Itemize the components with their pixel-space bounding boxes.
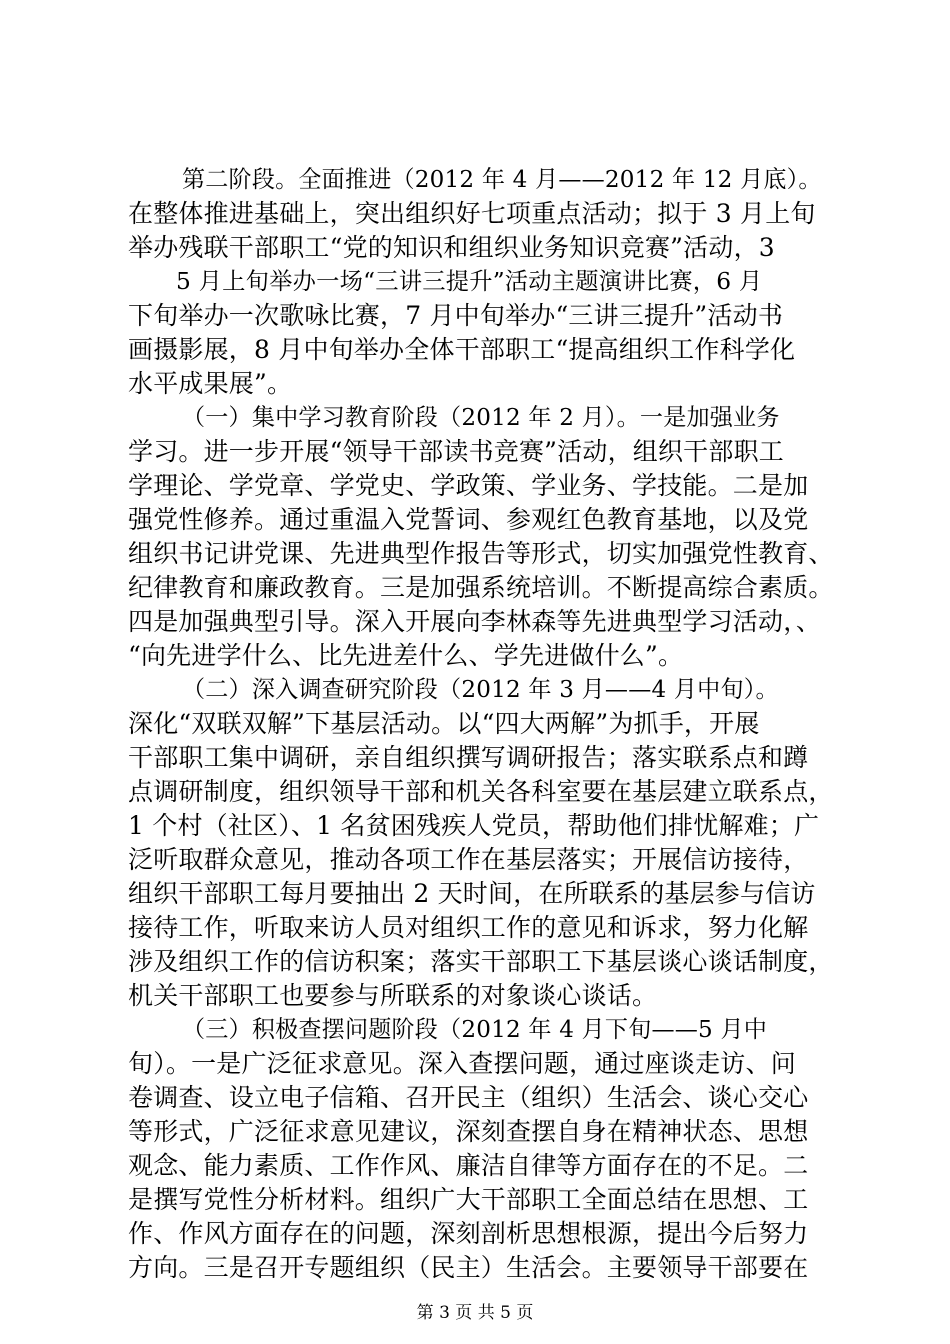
text-line: 强党性修养。通过重温入党誓词、参观红色教育基地，以及党 xyxy=(128,505,809,534)
text-line: 方向。三是召开专题组织（民主）生活会。主要领导干部要在 xyxy=(128,1253,809,1282)
text-line: 干部职工集中调研，亲自组织撰写调研报告；落实联系点和蹲 xyxy=(128,743,809,772)
text-line: 泛听取群众意见，推动各项工作在基层落实；开展信访接待， xyxy=(128,845,809,874)
text-line: 作、作风方面存在的问题，深刻剖析思想根源，提出今后努力 xyxy=(128,1219,809,1248)
text-line: 接待工作，听取来访人员对组织工作的意见和诉求，努力化解 xyxy=(128,913,809,942)
text-line: 等形式，广泛征求意见建议，深刻查摆自身在精神状态、思想 xyxy=(128,1117,809,1146)
text-line: 卷调查、设立电子信箱、召开民主（组织）生活会、谈心交心 xyxy=(128,1083,809,1112)
text-line: 点调研制度，组织领导干部和机关各科室要在基层建立联系点， xyxy=(128,777,834,806)
text-line: （一）集中学习教育阶段（2012 年 2 月）。一是加强业务 xyxy=(182,405,780,431)
text-line: 组织书记讲党课、先进典型作报告等形式，切实加强党性教育、 xyxy=(128,539,834,568)
text-line: （二）深入调查研究阶段（2012 年 3 月——4 月中旬）。 xyxy=(182,677,779,703)
text-line: 深化“双联双解”下基层活动。以“四大两解”为抓手，开展 xyxy=(128,709,760,738)
text-line: 水平成果展”。 xyxy=(128,369,293,398)
text-line: 下旬举办一次歌咏比赛，7 月中旬举办“三讲三提升”活动书 xyxy=(128,301,784,330)
text-line: 纪律教育和廉政教育。三是加强系统培训。不断提高综合素质。 xyxy=(128,573,834,602)
text-line: 举办残联干部职工“党的知识和组织业务知识竞赛”活动，3 xyxy=(128,233,775,262)
text-line: 是撰写党性分析材料。组织广大干部职工全面总结在思想、工 xyxy=(128,1185,809,1214)
text-line: （三）积极查摆问题阶段（2012 年 4 月下旬——5 月中 xyxy=(182,1017,768,1043)
text-line: 5 月上旬举办一场“三讲三提升”活动主题演讲比赛，6 月 xyxy=(176,268,763,295)
text-line: 观念、能力素质、工作作风、廉洁自律等方面存在的不足。二 xyxy=(128,1151,809,1180)
text-line: 1 个村（社区）、1 名贫困残疾人党员，帮助他们排忧解难；广 xyxy=(128,811,820,840)
text-line: 学习。进一步开展“领导干部读书竞赛”活动，组织干部职工 xyxy=(128,437,784,466)
text-line: 四是加强典型引导。深入开展向李林森等先进典型学习活动，、 xyxy=(128,607,822,636)
page-number-footer: 第 3 页 共 5 页 xyxy=(416,1303,534,1323)
text-line: 旬）。一是广泛征求意见。深入查摆问题，通过座谈走访、问 xyxy=(128,1049,796,1078)
text-line: 在整体推进基础上，突出组织好七项重点活动；拟于 3 月上旬 xyxy=(128,199,816,228)
text-line: 涉及组织工作的信访积案；落实干部职工下基层谈心谈话制度， xyxy=(128,947,834,976)
text-line: 画摄影展，8 月中旬举办全体干部职工“提高组织工作科学化 xyxy=(128,335,796,364)
text-line: 组织干部职工每月要抽出 2 天时间，在所联系的基层参与信访 xyxy=(128,879,816,908)
text-line: “向先进学什么、比先进差什么、学先进做什么”。 xyxy=(128,641,684,670)
text-line: 第二阶段。全面推进（2012 年 4 月——2012 年 12 月底）。 xyxy=(182,167,822,193)
text-line: 机关干部职工也要参与所联系的对象谈心谈话。 xyxy=(128,981,658,1010)
text-line: 学理论、学党章、学党史、学政策、学业务、学技能。二是加 xyxy=(128,471,809,500)
